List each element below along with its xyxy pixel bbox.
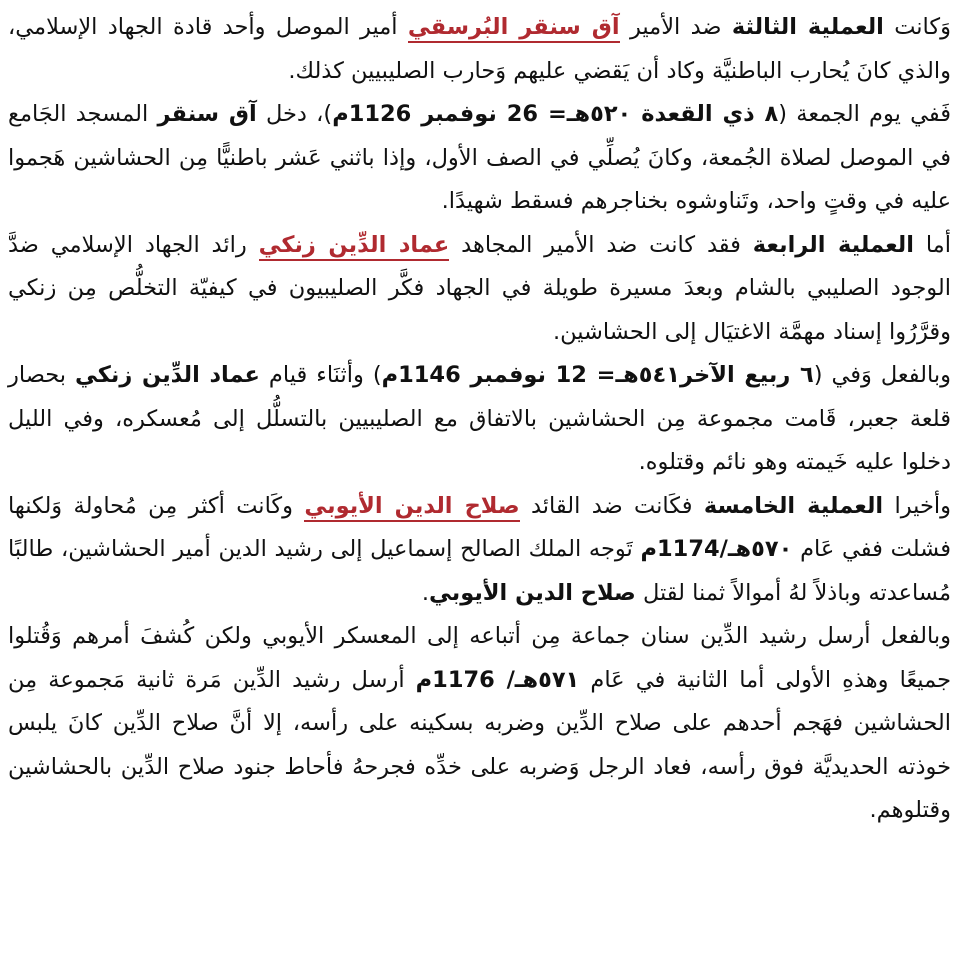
text-segment: وكَانت أكثر مِن مُحاولة وَلكنها فشلت ففي عَام xyxy=(8,492,951,562)
text-segment: رائد الجهاد الإسلامي ضدَّ الوجود الصليبي بالشام وبعدَ مسيرة طويلة في الجهاد فكَّر الصليبيون في كيفيّة التخلُّص مِن زنكي وقرَّرُوا إسناد مهمَّة الاغتيَال إلى الحشاشين. xyxy=(8,231,951,345)
text-segment: ضد الأمير xyxy=(619,14,732,40)
bold-term-third-operation: العملية الثالثة xyxy=(731,14,884,40)
text-segment: فكَانت ضد القائد xyxy=(519,492,704,519)
highlighted-name-aq-sunqur: آق سنقر البُرسقي xyxy=(408,14,620,43)
text-segment: وبالفعل أرسل رشيد الدِّين سنان جماعة مِن أتباعه إلى المعسكر الأيوبي ولكن كُشفَ أمرهم وَقُتلوا جميعًا وهذهِ الأولى أما الثانية في عَام xyxy=(8,623,952,693)
text-segment: وأخيرا xyxy=(883,492,951,519)
highlighted-name-imad-zengi: عماد الدِّين زنكي xyxy=(259,232,450,261)
paragraph-friday-attack xyxy=(8,93,951,224)
paragraph-third-operation xyxy=(8,6,951,93)
text-segment: بحصار قلعة جعبر، قَامت مجموعة مِن الحشاشين بالاتفاق مع الصليبيين بالتسلُّل إلى مُعسكره، وفي الليل دخلوا عليه خَيمته وهو نائم وقتلوه. xyxy=(8,362,951,475)
bold-name: آق سنقر xyxy=(157,101,257,127)
bold-name: صلاح الدين الأيوبي xyxy=(429,579,636,606)
highlighted-name-saladin: صلاح الدين الأيوبي xyxy=(304,493,519,522)
bold-date: ٦ ربيع الآخر٥٤١هـ= 12 نوفمبر 1146م xyxy=(381,362,814,388)
text-segment: أمير الموصل وأحد قادة الجهاد الإسلامي، والذي كانَ يُحارب الباطنيَّة وكاد أن يَقضي عليهم وَحارب الصليبيين كذلك. xyxy=(8,14,951,84)
text-segment: ) وأثنَاء قيام xyxy=(259,362,382,388)
text-segment: . xyxy=(421,579,429,606)
bold-name: عماد الدِّين زنكي xyxy=(75,362,260,388)
text-segment: وَكانت xyxy=(883,14,951,40)
text-segment: فَفي يوم الجمعة ( xyxy=(778,101,951,127)
text-segment: المسجد الجَامع في الموصل لصلاة الجُمعة، وكانَ يُصلِّي في الصف الأول، وإذا باثني عَشر باطنيًّا مِن الحشاشين هَجموا عليه في وقتٍ واحد، وتَناوشوه بخناجرهم فسقط شهيدًا. xyxy=(8,101,951,214)
paragraph-fifth-operation xyxy=(8,485,951,616)
paragraph-rashid-al-din-attempts xyxy=(8,615,951,833)
text-segment: تَوجه الملك الصالح إسماعيل إلى رشيد الدين أمير الحشاشين، طالبًا مُساعدته وباذلاً لهُ أموالاً ثمنا لقتل xyxy=(8,536,951,606)
bold-date: ٥٧٠هـ/1174م xyxy=(640,536,793,562)
text-segment: فقد كانت ضد الأمير المجاهد xyxy=(449,231,753,258)
bold-date: ٨ ذي القعدة ٥٢٠هـ= 26 نوفمبر 1126م xyxy=(332,101,779,127)
text-segment: وبالفعل وَفي ( xyxy=(813,362,951,388)
bold-term-fourth-operation: العملية الرابعة xyxy=(752,231,914,258)
bold-date: ٥٧١هـ/ 1176م xyxy=(415,666,580,693)
bold-term-fifth-operation: العملية الخامسة xyxy=(703,492,884,519)
text-segment: أرسل رشيد الدِّين مَرة ثانية مَجموعة مِن الحشاشين فهَجم أحدهم على صلاح الدِّين وضربه بسكينه على رأسه، إلا أنَّ صلاح الدِّين كانَ يلبس خوذته الحديديَّة فوق رأسه، فعاد الرجل وَضربه على خدِّه فجرحهُ فأحاط جنود صلاح الدِّين بالحشاشين وقتلوهم. xyxy=(8,666,951,823)
text-segment: )، دخل xyxy=(256,101,333,127)
paragraph-fourth-operation xyxy=(8,224,951,355)
paragraph-zengi-assassination xyxy=(8,354,951,485)
text-segment: أما xyxy=(913,231,951,258)
